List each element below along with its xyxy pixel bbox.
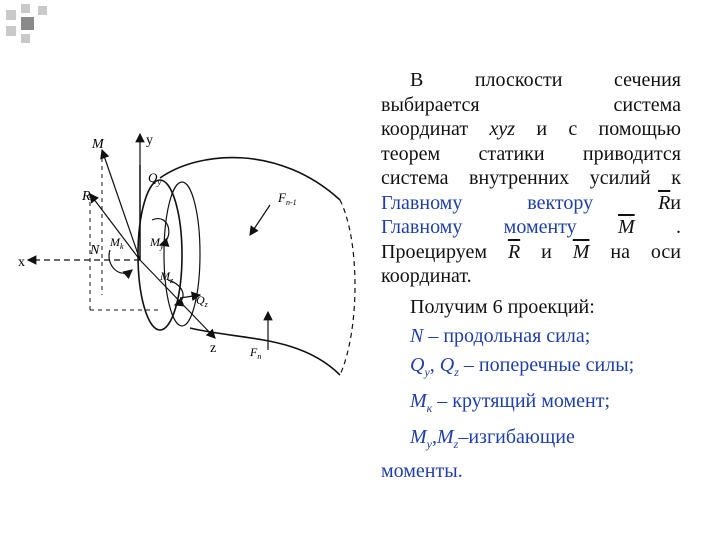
item-Mk: $M_к$ – крутящий момент; (410, 389, 611, 415)
label-z: z (210, 341, 217, 356)
intro-line-1: В плоскости сечения (410, 69, 681, 91)
label-Qy: $Q_y$ (148, 170, 162, 187)
label-y: y (146, 133, 153, 148)
intro-line-6: Главному вектору $\overline{R}и$ (381, 191, 681, 214)
label-x: x (18, 255, 25, 270)
label-Qz: $Q_z$ (196, 293, 208, 309)
intro-line-7: Главному моменту $\overline{M}$ . (381, 216, 682, 238)
label-M: M (92, 137, 104, 152)
results-head: Получим 6 проекций: (410, 295, 595, 318)
beam-top-edge (160, 158, 340, 200)
label-Mk: $M_k$ (110, 235, 124, 251)
intro-line-5: система внутренних усилий к (381, 167, 681, 189)
intro-line-3: координат xyz и с помощью (381, 118, 681, 140)
beam-section-diagram (10, 120, 380, 380)
projections-list (381, 293, 681, 459)
label-My: $M_y$ (150, 235, 164, 251)
intro-line-8: Проецируем $\overline{R}$ и $\overline{M}$ на оси (381, 240, 681, 263)
label-Mz: $M_z$ (160, 269, 174, 285)
item-N: N – продольная сила; (410, 324, 591, 347)
slide-text (381, 68, 681, 483)
label-Fn1: $F_{n-1}$ (278, 190, 297, 207)
item-My-Mz: $M_y,M_z$–изгибающие (410, 425, 575, 451)
intro-line-4: теорем статики приводится (381, 142, 681, 165)
vector-R-symbol: $\overline{R}$ (658, 191, 671, 214)
intro-line-9: координат. (381, 265, 472, 287)
item-moments-tail: моменты. (381, 459, 463, 482)
label-R: R (82, 189, 91, 204)
section-ellipse (138, 180, 182, 330)
vector-M-symbol: $\overline{M}$ (618, 216, 635, 238)
intro-line-2: выбирается система (381, 93, 681, 116)
item-Q: $Q_y$, $Q_z$ – поперечные силы; (410, 353, 635, 379)
label-Fn: $F_n$ (250, 345, 262, 361)
corner-decoration (0, 0, 60, 45)
label-N: N (90, 243, 100, 258)
